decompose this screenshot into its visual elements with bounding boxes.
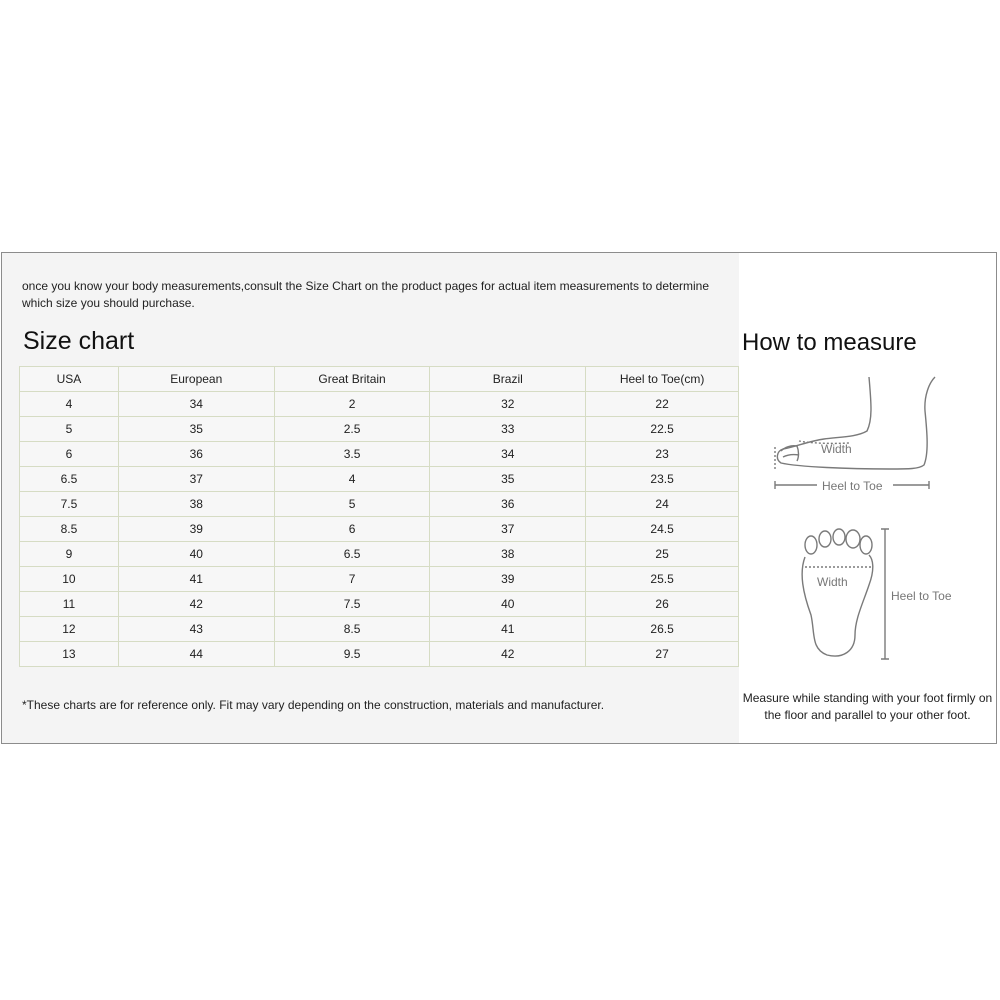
toe-line (797, 446, 799, 461)
table-row (20, 642, 739, 667)
cell-european: 40 (118, 542, 274, 567)
foot-sole-view-illustration (797, 523, 997, 665)
cell-european: 36 (118, 442, 274, 467)
toe (846, 530, 860, 548)
cell-great-britain: 7 (274, 567, 430, 592)
measure-instruction: Measure while standing with your foot firmly on the floor and parallel to your other foot. (742, 691, 993, 722)
size-chart-panel (2, 253, 739, 743)
cell-brazil: 36 (430, 492, 586, 517)
cell-usa: 12 (20, 617, 119, 642)
table-row (20, 442, 739, 467)
cell-great-britain: 3.5 (274, 442, 430, 467)
cell-great-britain: 7.5 (274, 592, 430, 617)
how-to-measure-panel (739, 253, 996, 743)
cell-brazil: 33 (430, 417, 586, 442)
table-row (20, 617, 739, 642)
reference-footnote: *These charts are for reference only. Fit may vary depending on the construction, materials and manufacturer. (22, 698, 605, 712)
header-brazil: Brazil (430, 367, 586, 392)
cell-usa: 6.5 (20, 467, 119, 492)
size-chart-frame (1, 252, 997, 744)
table-header-row (20, 367, 739, 392)
table-row (20, 592, 739, 617)
sole-width-label: Width (817, 575, 848, 589)
cell-heel-to-toe: 25 (586, 542, 739, 567)
header-heel-to-toe: Heel to Toe(cm) (586, 367, 739, 392)
table-row (20, 467, 739, 492)
cell-heel-to-toe: 26.5 (586, 617, 739, 642)
size-chart-title: Size chart (23, 327, 135, 355)
cell-heel-to-toe: 23.5 (586, 467, 739, 492)
cell-usa: 10 (20, 567, 119, 592)
size-table (19, 366, 739, 667)
foot-side-view-illustration (769, 371, 969, 501)
cell-brazil: 37 (430, 517, 586, 542)
cell-heel-to-toe: 24 (586, 492, 739, 517)
side-width-label: Width (821, 442, 852, 456)
cell-usa: 13 (20, 642, 119, 667)
cell-european: 44 (118, 642, 274, 667)
table-row (20, 492, 739, 517)
table-row (20, 517, 739, 542)
cell-brazil: 39 (430, 567, 586, 592)
cell-usa: 9 (20, 542, 119, 567)
header-great-britain: Great Britain (274, 367, 430, 392)
cell-brazil: 40 (430, 592, 586, 617)
cell-usa: 7.5 (20, 492, 119, 517)
cell-heel-to-toe: 24.5 (586, 517, 739, 542)
toe (860, 536, 872, 554)
toe (833, 529, 845, 545)
cell-european: 35 (118, 417, 274, 442)
cell-brazil: 32 (430, 392, 586, 417)
cell-european: 39 (118, 517, 274, 542)
cell-european: 34 (118, 392, 274, 417)
cell-brazil: 41 (430, 617, 586, 642)
toe-line (783, 455, 799, 457)
cell-great-britain: 6.5 (274, 542, 430, 567)
cell-brazil: 42 (430, 642, 586, 667)
cell-european: 42 (118, 592, 274, 617)
how-to-measure-title: How to measure (742, 329, 917, 356)
cell-usa: 6 (20, 442, 119, 467)
cell-heel-to-toe: 26 (586, 592, 739, 617)
cell-brazil: 38 (430, 542, 586, 567)
cell-great-britain: 4 (274, 467, 430, 492)
table-row (20, 417, 739, 442)
sole-outline (802, 555, 873, 656)
toe (819, 531, 831, 547)
cell-great-britain: 2.5 (274, 417, 430, 442)
cell-great-britain: 9.5 (274, 642, 430, 667)
cell-european: 43 (118, 617, 274, 642)
cell-european: 41 (118, 567, 274, 592)
cell-european: 37 (118, 467, 274, 492)
cell-heel-to-toe: 22 (586, 392, 739, 417)
cell-heel-to-toe: 27 (586, 642, 739, 667)
cell-usa: 8.5 (20, 517, 119, 542)
toe (805, 536, 817, 554)
table-row (20, 392, 739, 417)
table-row (20, 567, 739, 592)
table-row (20, 542, 739, 567)
sole-length-label: Heel to Toe (891, 589, 952, 603)
side-length-label: Heel to Toe (822, 479, 883, 493)
cell-great-britain: 5 (274, 492, 430, 517)
cell-usa: 5 (20, 417, 119, 442)
cell-great-britain: 6 (274, 517, 430, 542)
header-usa: USA (20, 367, 119, 392)
cell-heel-to-toe: 22.5 (586, 417, 739, 442)
cell-brazil: 34 (430, 442, 586, 467)
header-european: European (118, 367, 274, 392)
cell-usa: 11 (20, 592, 119, 617)
cell-great-britain: 2 (274, 392, 430, 417)
cell-brazil: 35 (430, 467, 586, 492)
cell-heel-to-toe: 23 (586, 442, 739, 467)
foot-outline (777, 377, 935, 469)
cell-usa: 4 (20, 392, 119, 417)
cell-european: 38 (118, 492, 274, 517)
cell-heel-to-toe: 25.5 (586, 567, 739, 592)
intro-text: once you know your body measurements,consult the Size Chart on the product pages for actual item measurements to determine which size you should purchase. (22, 279, 710, 310)
cell-great-britain: 8.5 (274, 617, 430, 642)
